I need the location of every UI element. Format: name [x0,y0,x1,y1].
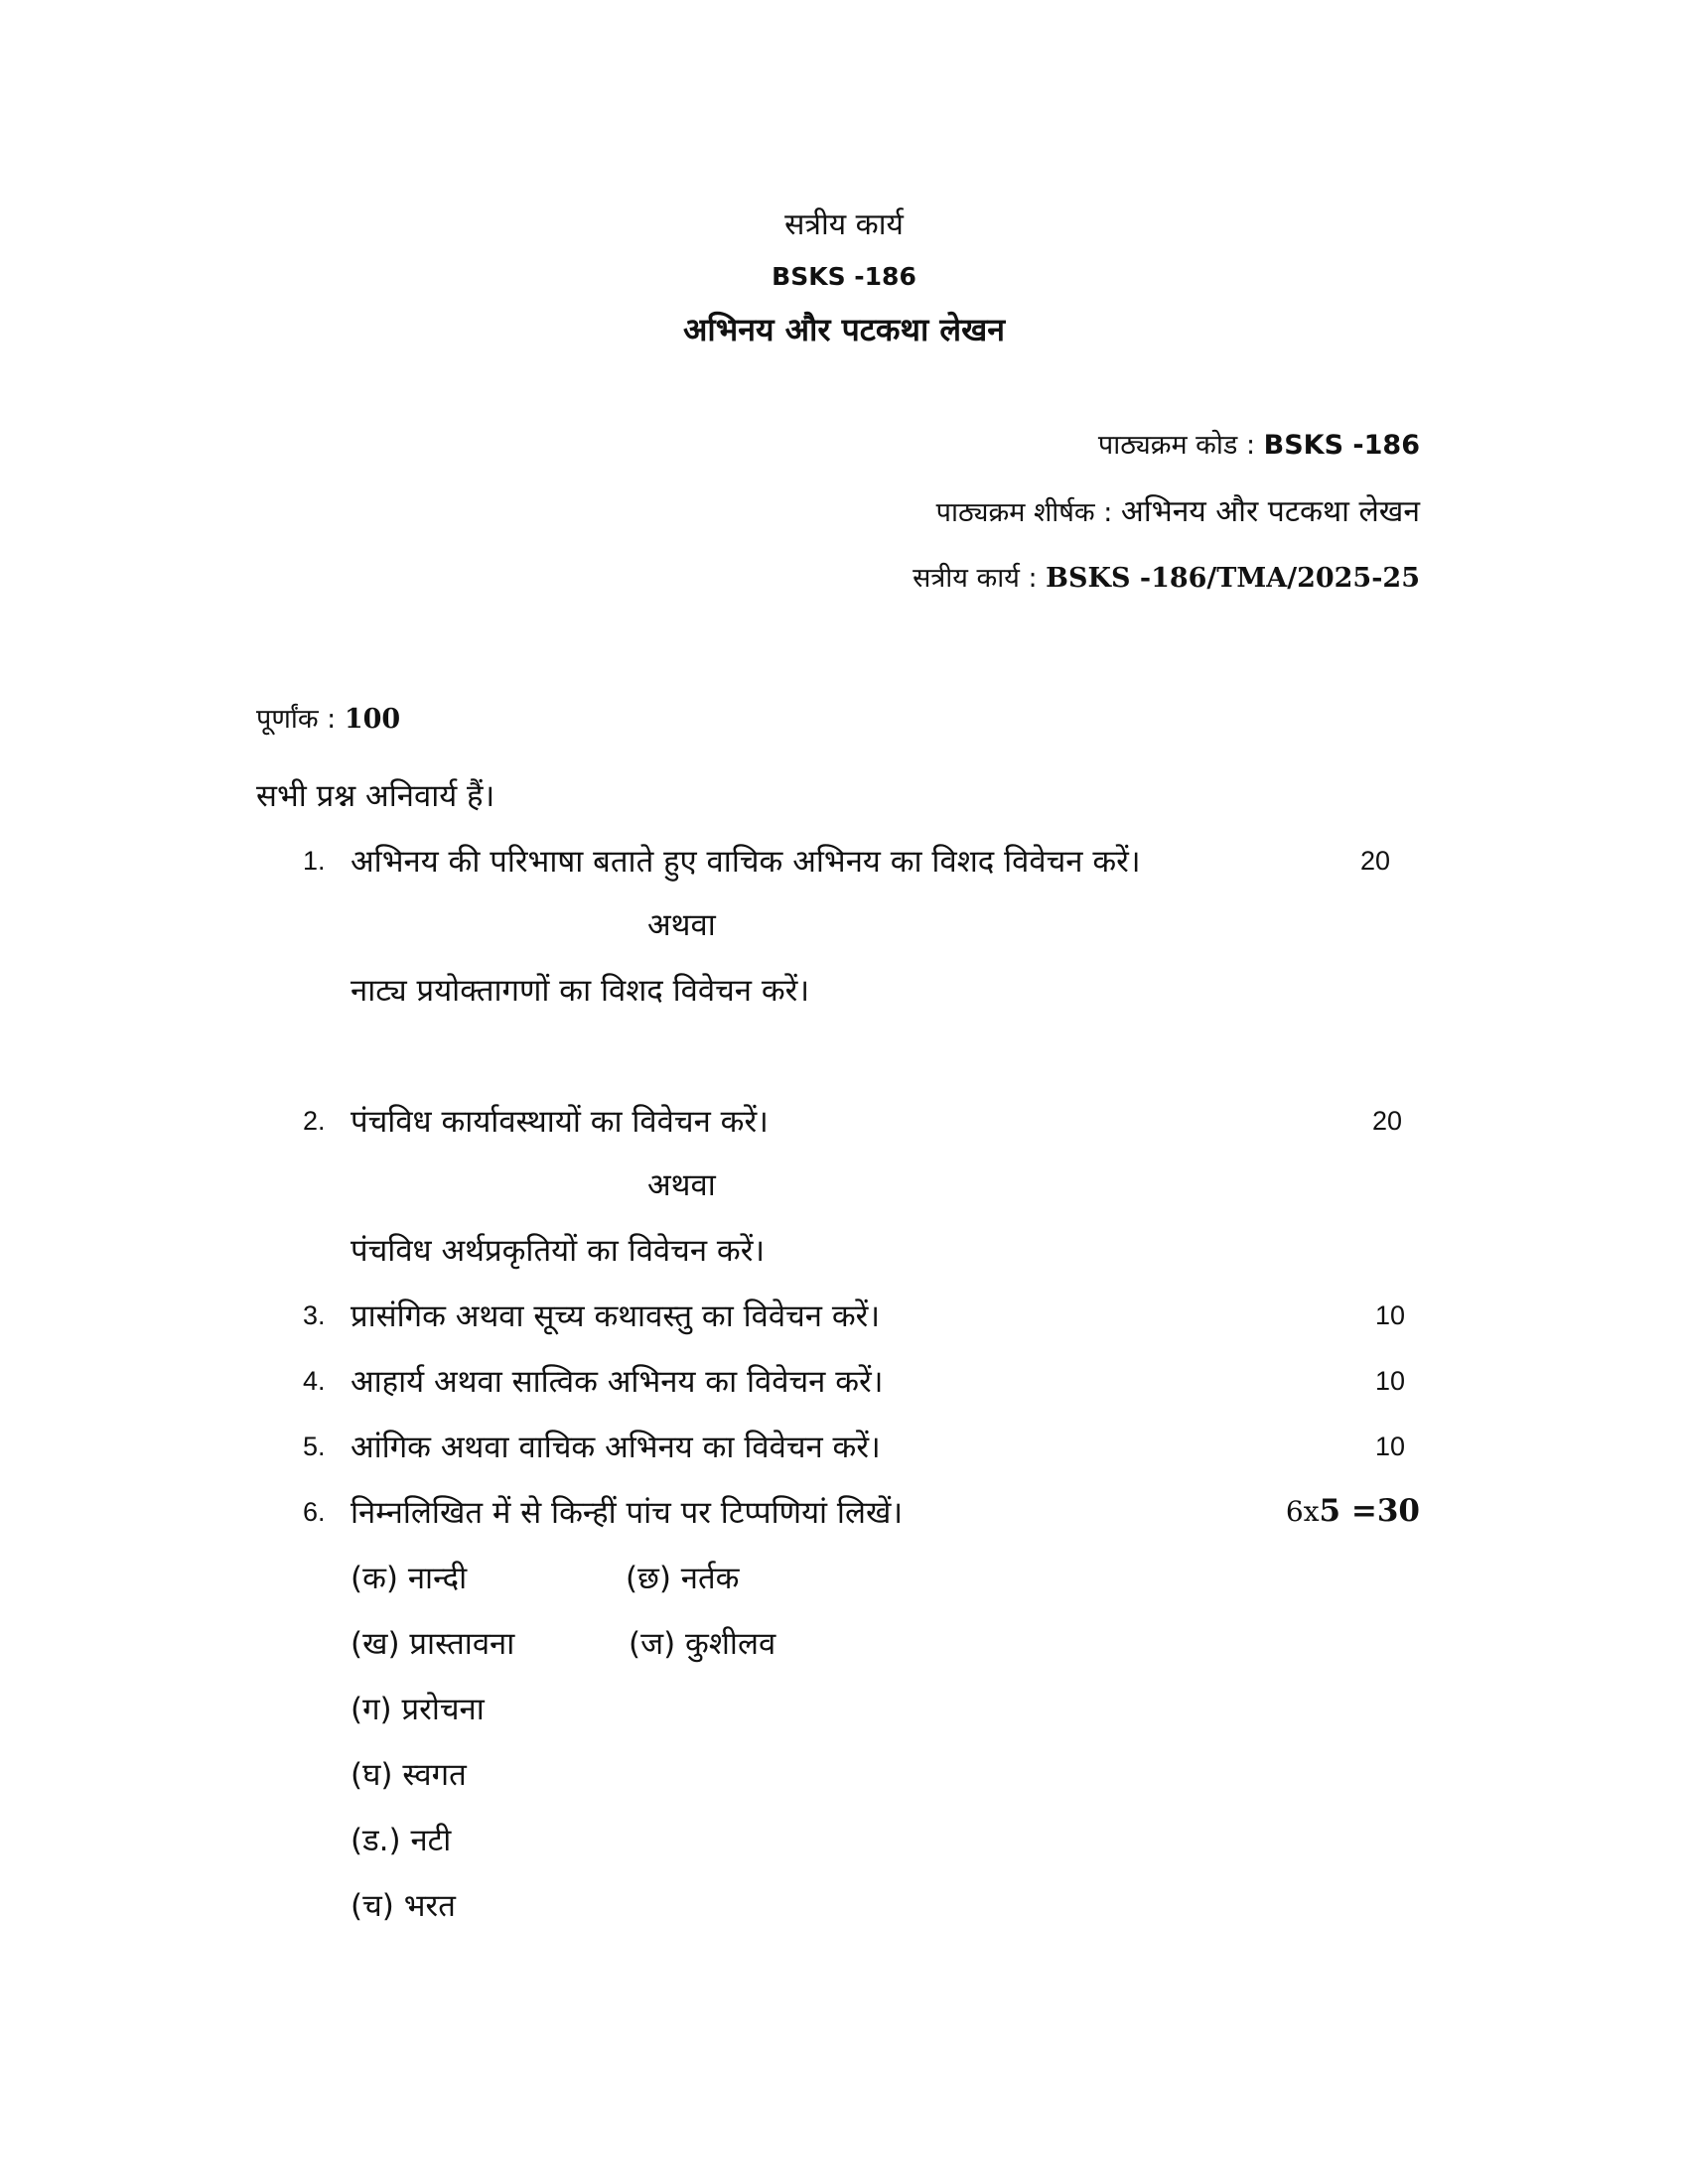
or-separator: अथवा [647,1167,716,1203]
question-1 [303,840,1420,889]
question-4 [303,1360,1420,1410]
question-2-alternative: पंचविध अर्थप्रकृतियों का विवेचन करें। [351,1233,766,1269]
question-text: प्रासंगिक अथवा सूच्य कथावस्तु का विवेचन करें। [351,1298,881,1334]
option-da: (ड.) नटी [351,1823,452,1858]
option-chha: (छ) नर्तक [626,1561,740,1596]
total-marks [256,699,400,736]
marks-prefix: 6x [1285,1495,1320,1528]
question-1-alternative: नाट्य प्रयोक्तागणों का विशद विवेचन करें। [351,973,810,1009]
course-code-label: पाठ्यक्रम कोड : [1097,430,1256,461]
assignment-code-label: सत्रीय कार्य : [913,563,1038,594]
question-number: 4. [303,1366,326,1396]
course-code-line [1098,425,1420,462]
option-kha: (ख) प्रास्तावना [351,1626,515,1662]
question-marks: 10 [1374,1300,1405,1330]
course-code-value: BSKS -186 [1263,430,1420,461]
assignment-code-value: BSKS -186/TMA/2025-25 [1046,563,1420,594]
question-number: 3. [303,1300,326,1330]
course-title-value: अभिनय और पटकथा लेखन [1120,494,1420,529]
question-marks: 10 [1374,1432,1405,1461]
question-marks [1286,1493,1420,1529]
course-code-heading: BSKS -186 [772,262,916,291]
marks-total: 5 =30 [1319,1493,1420,1529]
question-text: आंगिक अथवा वाचिक अभिनय का विवेचन करें। [351,1430,881,1465]
question-3 [303,1295,1420,1344]
option-ga: (ग) प्ररोचना [351,1692,485,1727]
question-6 [303,1491,1420,1541]
assignment-heading: सत्रीय कार्य [784,207,904,242]
option-gha: (घ) स्वगत [351,1757,467,1793]
question-number: 6. [303,1497,326,1527]
question-marks: 20 [1359,846,1390,876]
total-marks-value: 100 [344,704,401,735]
assignment-code-line [913,558,1420,595]
question-5 [303,1426,1420,1475]
option-ja: (ज) कुशीलव [629,1626,776,1662]
question-number: 5. [303,1432,326,1461]
question-text: अभिनय की परिभाषा बताते हुए वाचिक अभिनय का विशद विवेचन करें। [351,844,1141,880]
question-text: आहार्य अथवा सात्विक अभिनय का विवेचन करें। [351,1364,884,1400]
question-number: 1. [303,846,326,876]
option-ka: (क) नान्दी [351,1561,468,1596]
question-number: 2. [303,1106,326,1136]
option-cha: (च) भरत [351,1888,456,1924]
course-title-line [936,489,1420,530]
total-marks-label: पूर्णांक : [256,704,337,735]
question-marks: 10 [1374,1366,1405,1396]
question-text: निम्नलिखित में से किन्हीं पांच पर टिप्पणियां लिखें। [351,1495,904,1531]
question-2 [303,1100,1420,1150]
or-separator: अथवा [647,907,716,943]
question-marks: 20 [1371,1106,1402,1136]
instruction-text: सभी प्रश्न अनिवार्य हैं। [256,778,495,814]
course-title-label: पाठ्यक्रम शीर्षक : [935,497,1113,528]
question-text: पंचविध कार्यावस्थायों का विवेचन करें। [351,1104,769,1140]
course-name-heading: अभिनय और पटकथा लेखन [682,311,1006,348]
